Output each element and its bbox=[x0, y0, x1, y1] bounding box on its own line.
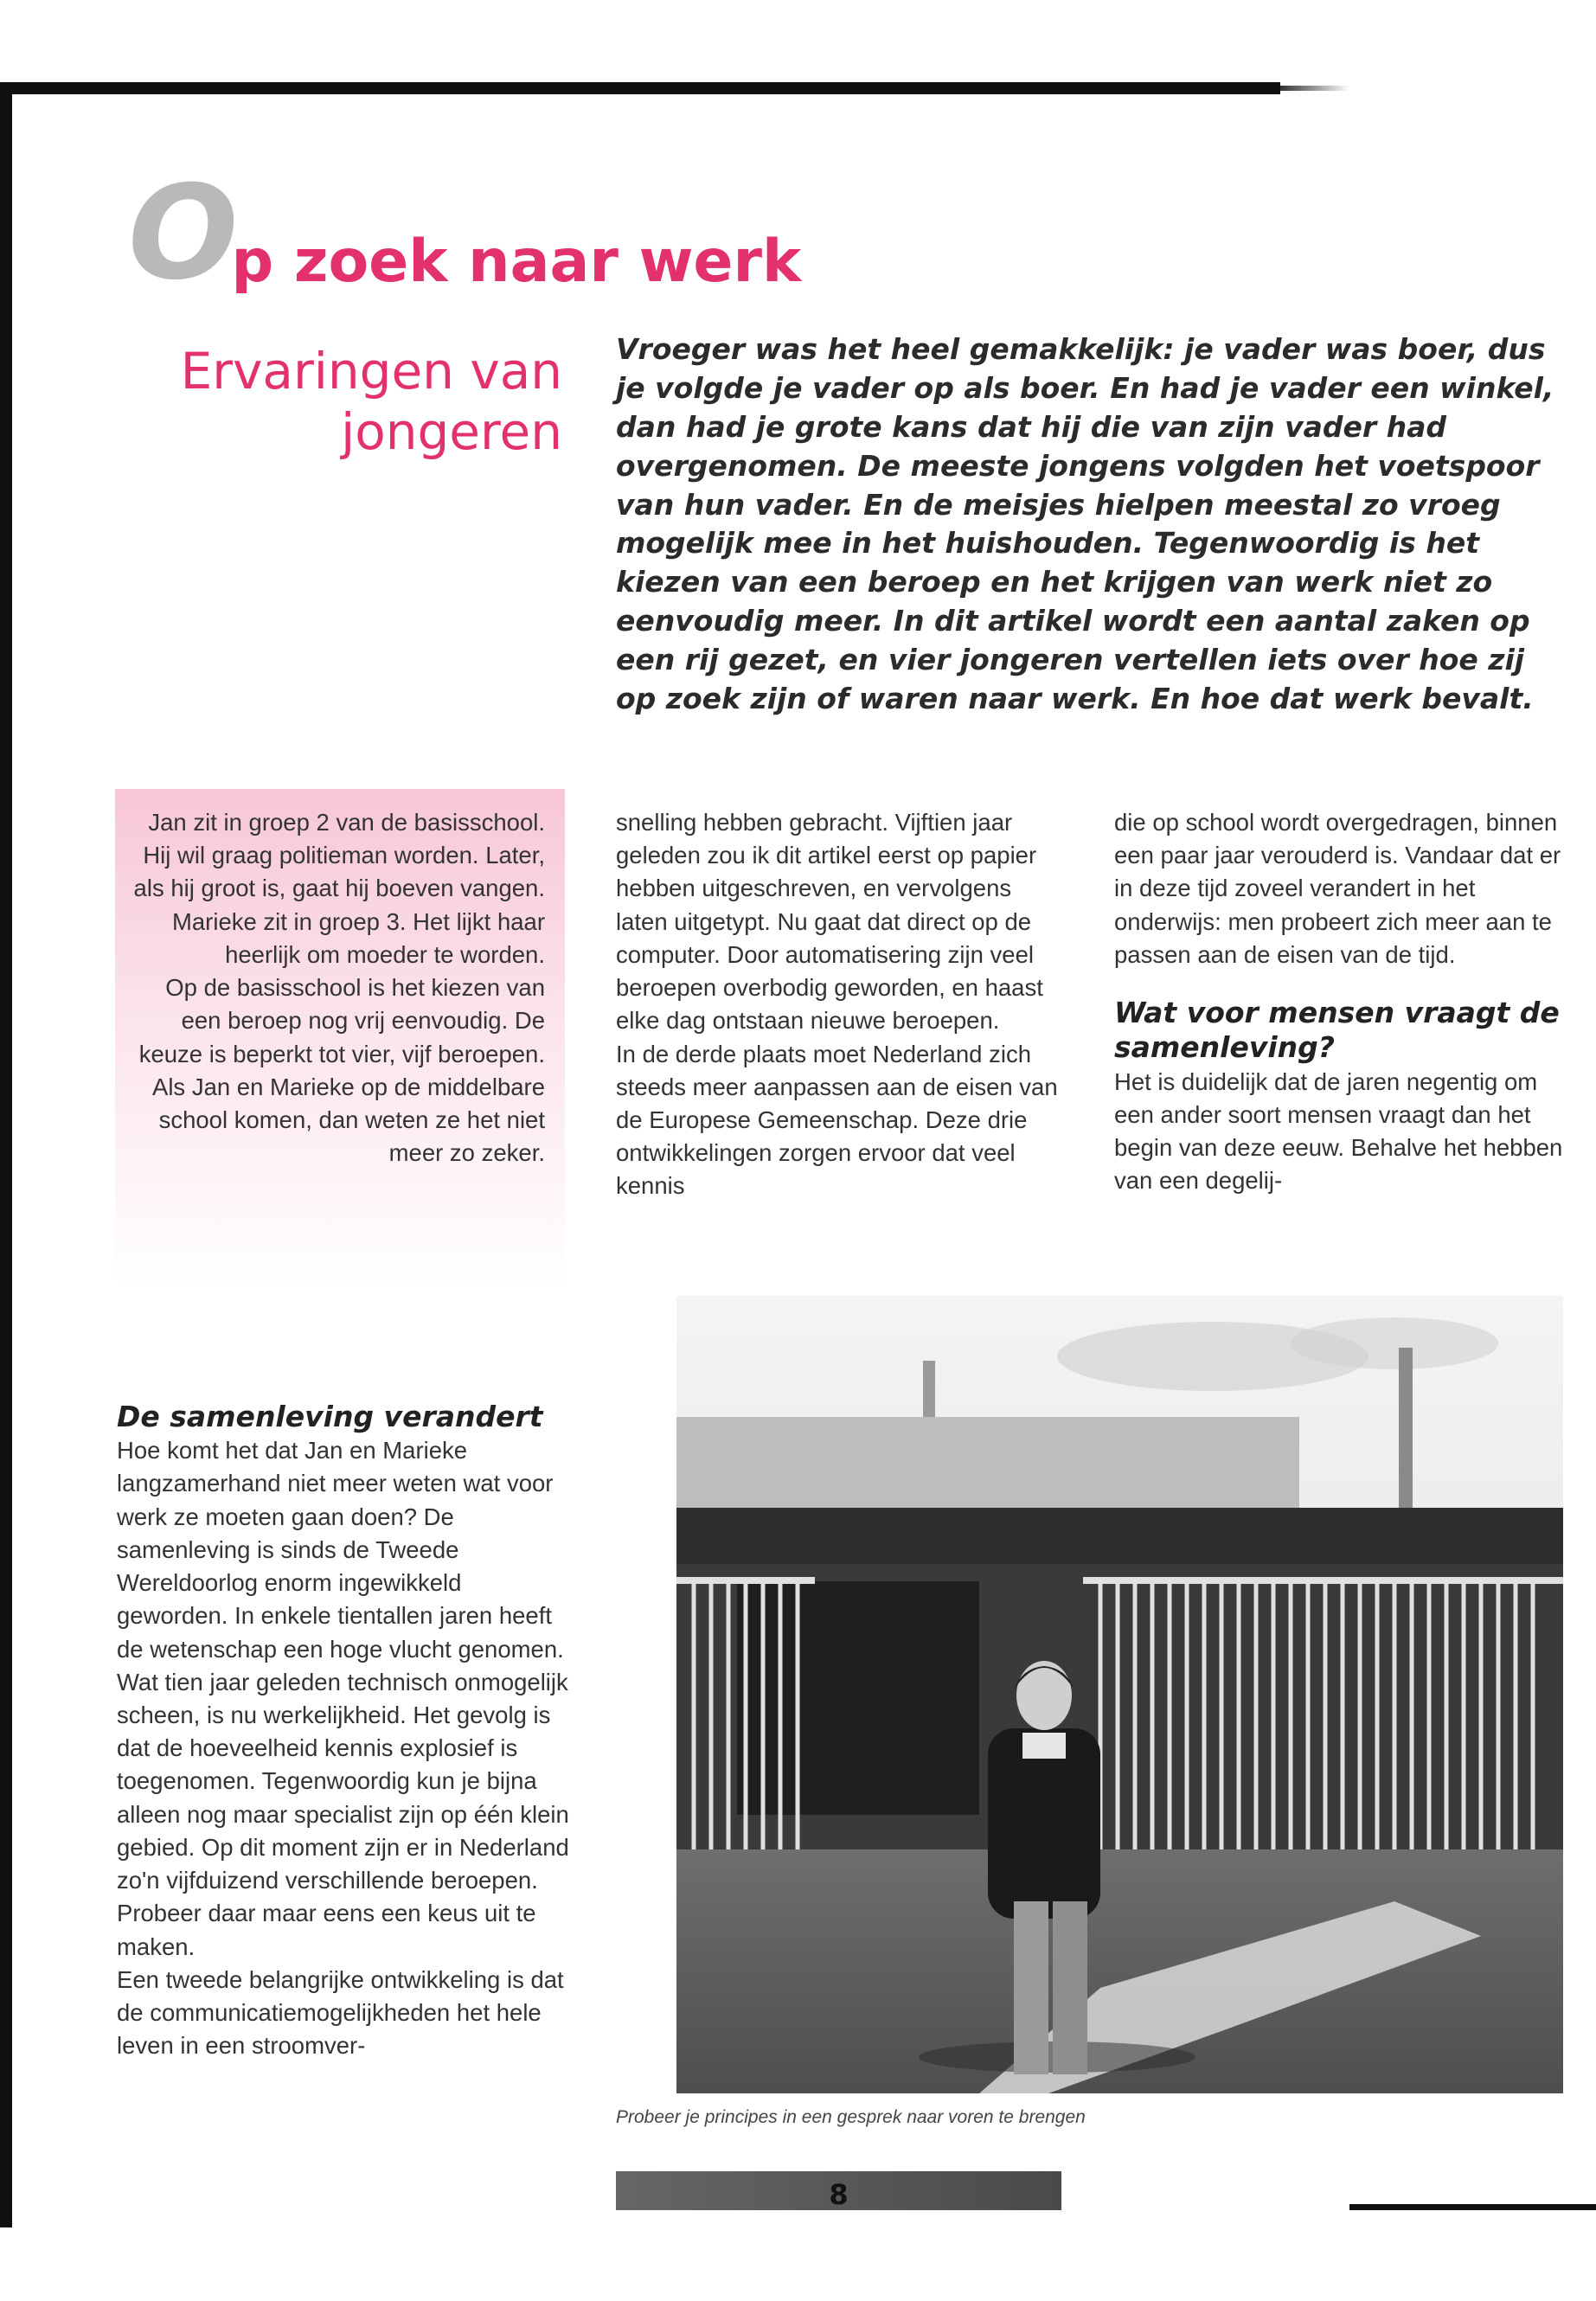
column-right bbox=[1114, 806, 1564, 1197]
scan-edge-bottom bbox=[1349, 2204, 1596, 2210]
body-paragraph: Een tweede belangrijke ontwikkeling is dat de communicatiemogelijkheden het hele leven in een stroomver- bbox=[117, 1965, 564, 2060]
section-heading: De samenleving verandert bbox=[117, 1400, 543, 1433]
sidebar-paragraph: Op de basisschool is het kiezen van een beroep nog vrij eenvoudig. De keuze is beperkt tot vier, vijf beroepen. Als Jan en Marieke op de middelbare school komen, dan weten ze het niet meer zo zeker. bbox=[138, 974, 545, 1167]
photo-caption: Probeer je principes in een gesprek naar voren te brengen bbox=[616, 2107, 1086, 2127]
scan-edge-left bbox=[0, 82, 12, 2227]
body-paragraph: Hoe komt het dat Jan en Marieke langzamerhand niet meer weten wat voor werk ze moeten gaan doen? De samenleving is sinds de Tweede Wereldoorlog enorm ingewikkeld geworden. In enkele tientallen jaren heeft de wetenschap een hoge vlucht genomen. Wat tien jaar geleden technisch onmogelijk scheen, is nu werkelijkheid. Het gevolg is dat de hoeveelheid kennis explosief is toegenomen. Tegenwoordig kun je bijna alleen nog maar specialist zijn op één klein gebied. Op dit moment zijn er in Nederland zo'n vijfduizend verschillende beroepen. Probeer daar maar eens een keus uit te maken. bbox=[117, 1437, 569, 1960]
page-number: 8 bbox=[829, 2178, 849, 2211]
body-paragraph: Het is duidelijk dat de jaren negentig om een ander soort mensen vraagt dan het begin van deze eeuw. Behalve het hebben van een degelij- bbox=[1114, 1067, 1563, 1195]
body-paragraph: die op school wordt overgedragen, binnen een paar jaar verouderd is. Vandaar dat er in deze tijd zoveel verandert in het onderwijs: men probeert zich meer aan te passen aan de eisen van de tijd. bbox=[1114, 809, 1561, 968]
body-paragraph: In de derde plaats moet Nederland zich steeds meer aanpassen aan de eisen van de Europese Gemeenschap. Deze drie ontwikkelingen zorgen ervoor dat veel kennis bbox=[616, 1040, 1058, 1200]
column-middle bbox=[616, 806, 1066, 1203]
photo-illustration bbox=[616, 1296, 1563, 2093]
title-text: p zoek naar werk bbox=[231, 228, 802, 296]
article-photo bbox=[616, 1296, 1563, 2093]
scan-edge-top-fade bbox=[1280, 86, 1349, 91]
body-paragraph: snelling hebben gebracht. Vijftien jaar geleden zou ik dit artikel eerst op papier hebben uitgeschreven, en vervolgens laten uitgetypt. Nu gaat dat direct op de computer. Door automatisering zijn veel beroepen overbodig geworden, en haast elke dag ontstaan nieuwe beroepen. bbox=[616, 809, 1043, 1035]
sidebar-paragraph: Jan zit in groep 2 van de basisschool. Hij wil graag politieman worden. Later, als hij groot is, gaat hij boeven vangen. Marieke zit in groep 3. Het lijkt haar heerlijk om moeder te worden. bbox=[133, 809, 545, 968]
section-heading: Wat voor mensen vraagt de samenleving? bbox=[1114, 996, 1560, 1065]
article-title bbox=[128, 158, 802, 309]
scan-edge-top bbox=[0, 82, 1280, 94]
article-subtitle: Ervaringen van jongeren bbox=[180, 342, 562, 461]
page-number-bar bbox=[616, 2171, 1061, 2210]
sidebar-box bbox=[115, 789, 565, 1286]
column-left bbox=[117, 1400, 575, 2062]
article-intro: Vroeger was het heel gemakkelijk: je vader was boer, dus je volgde je vader op als boer. En had je vader een winkel, dan had je grote kans dat hij die van zijn vader had overgenomen. De meeste jongens volgden het voetspoor van hun vader. En de meisjes hielpen meestal zo vroeg mogelijk mee in het huishouden. Tegenwoordig is het kiezen van een beroep en het krijgen van werk niet zo eenvoudig meer. In dit artikel wordt een aantal zaken op een rij gezet, en vier jongeren vertellen iets over hoe zij op zoek zijn of waren naar werk. En hoe dat werk bevalt. bbox=[616, 332, 1554, 715]
title-initial: O bbox=[128, 158, 239, 309]
